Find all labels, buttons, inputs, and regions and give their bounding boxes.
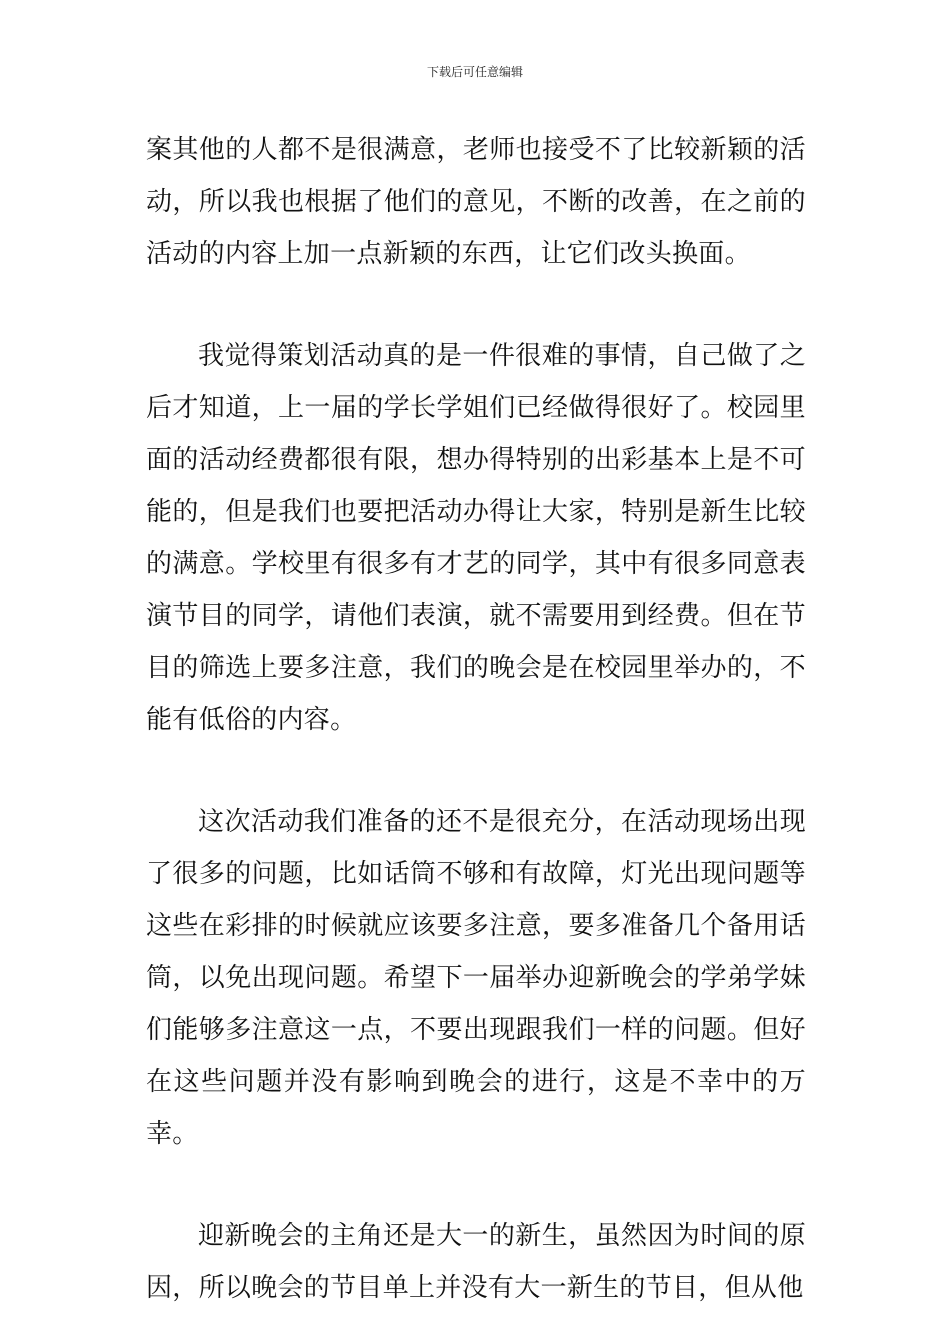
document-body <box>146 124 806 1314</box>
paragraph-gap <box>146 1160 806 1210</box>
paragraph-problems: 这次活动我们准备的还不是很充分，在活动现场出现了很多的问题，比如话筒不够和有故障，灯光出现问题等这些在彩排的时候就应该要多注意，要多准备几个备用话筒，以免出现问题。希望下一届举办迎新晚会的学弟学妹们能够多注意这一点，不要出现跟我们一样的问题。但好在这些问题并没有影响到晚会的进行，这是不幸中的万幸。 <box>146 807 806 1149</box>
paragraph-gap <box>146 746 806 796</box>
paragraph-planning: 我觉得策划活动真的是一件很难的事情，自己做了之后才知道，上一届的学长学姐们已经做得很好了。校园里面的活动经费都很有限，想办得特别的出彩基本上是不可能的，但是我们也要把活动办得让大家，特别是新生比较的满意。学校里有很多有才艺的同学，其中有很多同意表演节目的同学，请他们表演，就不需要用到经费。但在节目的筛选上要多注意，我们的晚会是在校园里举办的，不能有低俗的内容。 <box>146 341 806 735</box>
page-header: 下载后可任意编辑 <box>426 65 523 79</box>
paragraph-gap <box>146 280 806 330</box>
paragraph-continued: 案其他的人都不是很满意，老师也接受不了比较新颖的活动，所以我也根据了他们的意见，不断的改善，在之前的活动的内容上加一点新颖的东西，让它们改头换面。 <box>146 135 806 269</box>
paragraph-freshmen: 迎新晚会的主角还是大一的新生，虽然因为时间的原因，所以晚会的节目单上并没有大一新生的节目，但从他 <box>146 1221 806 1303</box>
